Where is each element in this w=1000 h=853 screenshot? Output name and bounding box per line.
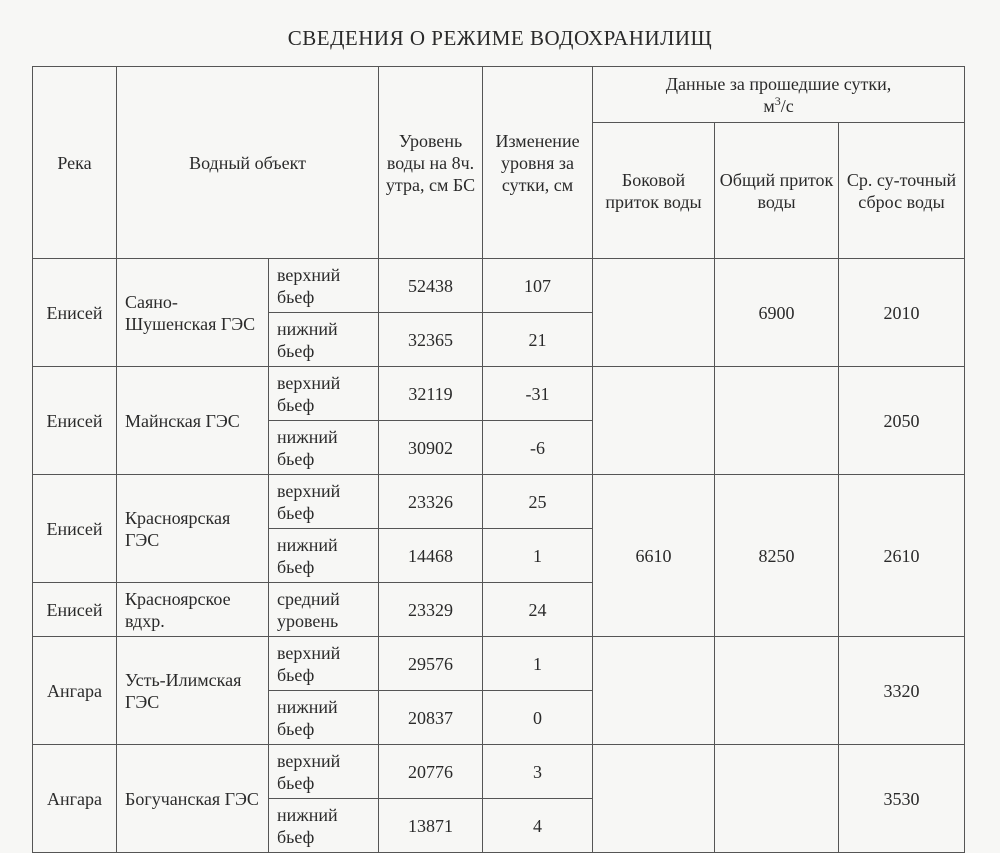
level-cell: 14468	[379, 529, 483, 583]
position-cell: верхний бьеф	[269, 637, 379, 691]
change-cell: 4	[483, 799, 593, 853]
object-cell: Красноярская ГЭС	[117, 475, 269, 583]
level-cell: 20837	[379, 691, 483, 745]
level-cell: 32365	[379, 313, 483, 367]
level-cell: 29576	[379, 637, 483, 691]
change-cell: -6	[483, 421, 593, 475]
river-cell: Ангара	[33, 637, 117, 745]
header-object: Водный объект	[117, 67, 379, 259]
discharge-cell: 3320	[839, 637, 965, 745]
change-cell: 3	[483, 745, 593, 799]
level-cell: 23329	[379, 583, 483, 637]
change-cell: 0	[483, 691, 593, 745]
reservoir-table	[32, 66, 965, 853]
position-cell: верхний бьеф	[269, 367, 379, 421]
change-cell: 21	[483, 313, 593, 367]
total-inflow-cell	[715, 367, 839, 475]
river-cell: Енисей	[33, 259, 117, 367]
change-cell: 25	[483, 475, 593, 529]
header-unit-power: 3	[774, 93, 781, 108]
river-cell: Енисей	[33, 475, 117, 583]
table-row	[33, 637, 965, 691]
level-cell: 20776	[379, 745, 483, 799]
level-cell: 23326	[379, 475, 483, 529]
object-cell: Майнская ГЭС	[117, 367, 269, 475]
position-cell: верхний бьеф	[269, 259, 379, 313]
object-cell: Красноярское вдхр.	[117, 583, 269, 637]
river-cell: Енисей	[33, 583, 117, 637]
lateral-inflow-cell: 6610	[593, 475, 715, 637]
total-inflow-cell: 8250	[715, 475, 839, 637]
position-cell: средний уровень	[269, 583, 379, 637]
lateral-inflow-cell	[593, 745, 715, 853]
river-cell: Енисей	[33, 367, 117, 475]
change-cell: 24	[483, 583, 593, 637]
discharge-cell: 2610	[839, 475, 965, 637]
discharge-cell: 3530	[839, 745, 965, 853]
change-cell: 107	[483, 259, 593, 313]
position-cell: верхний бьеф	[269, 745, 379, 799]
change-cell: -31	[483, 367, 593, 421]
total-inflow-cell: 6900	[715, 259, 839, 367]
header-river: Река	[33, 67, 117, 259]
total-inflow-cell	[715, 745, 839, 853]
lateral-inflow-cell	[593, 367, 715, 475]
level-cell: 32119	[379, 367, 483, 421]
header-total-inflow: Общий приток воды	[715, 123, 839, 259]
discharge-cell: 2050	[839, 367, 965, 475]
level-cell: 13871	[379, 799, 483, 853]
level-cell: 52438	[379, 259, 483, 313]
position-cell: нижний бьеф	[269, 529, 379, 583]
table-row	[33, 259, 965, 313]
position-cell: нижний бьеф	[269, 421, 379, 475]
page-title: СВЕДЕНИЯ О РЕЖИМЕ ВОДОХРАНИЛИЩ	[287, 26, 713, 50]
level-cell: 30902	[379, 421, 483, 475]
object-cell: Усть-Илимская ГЭС	[117, 637, 269, 745]
table-row	[33, 475, 965, 529]
total-inflow-cell	[715, 637, 839, 745]
change-cell: 1	[483, 637, 593, 691]
position-cell: нижний бьеф	[269, 799, 379, 853]
header-level: Уровень воды на 8ч. утра, см БС	[379, 67, 483, 259]
river-cell: Ангара	[33, 745, 117, 853]
header-lateral-inflow: Боковой приток воды	[593, 123, 715, 259]
position-cell: нижний бьеф	[269, 313, 379, 367]
object-cell: Богучанская ГЭС	[117, 745, 269, 853]
lateral-inflow-cell	[593, 259, 715, 367]
change-cell: 1	[483, 529, 593, 583]
discharge-cell: 2010	[839, 259, 965, 367]
object-cell: Саяно-Шушенская ГЭС	[117, 259, 269, 367]
position-cell: верхний бьеф	[269, 475, 379, 529]
position-cell: нижний бьеф	[269, 691, 379, 745]
table-row	[33, 745, 965, 799]
header-change: Изменение уровня за сутки, см	[483, 67, 593, 259]
table-row	[33, 367, 965, 421]
header-unit-tail: /с	[780, 95, 794, 116]
header-discharge: Ср. су-точный сброс воды	[839, 123, 965, 259]
header-daily-group	[593, 67, 965, 123]
header-unit: м	[763, 95, 775, 116]
lateral-inflow-cell	[593, 637, 715, 745]
header-daily-group-text: Данные за прошедшие сутки,	[665, 73, 892, 94]
